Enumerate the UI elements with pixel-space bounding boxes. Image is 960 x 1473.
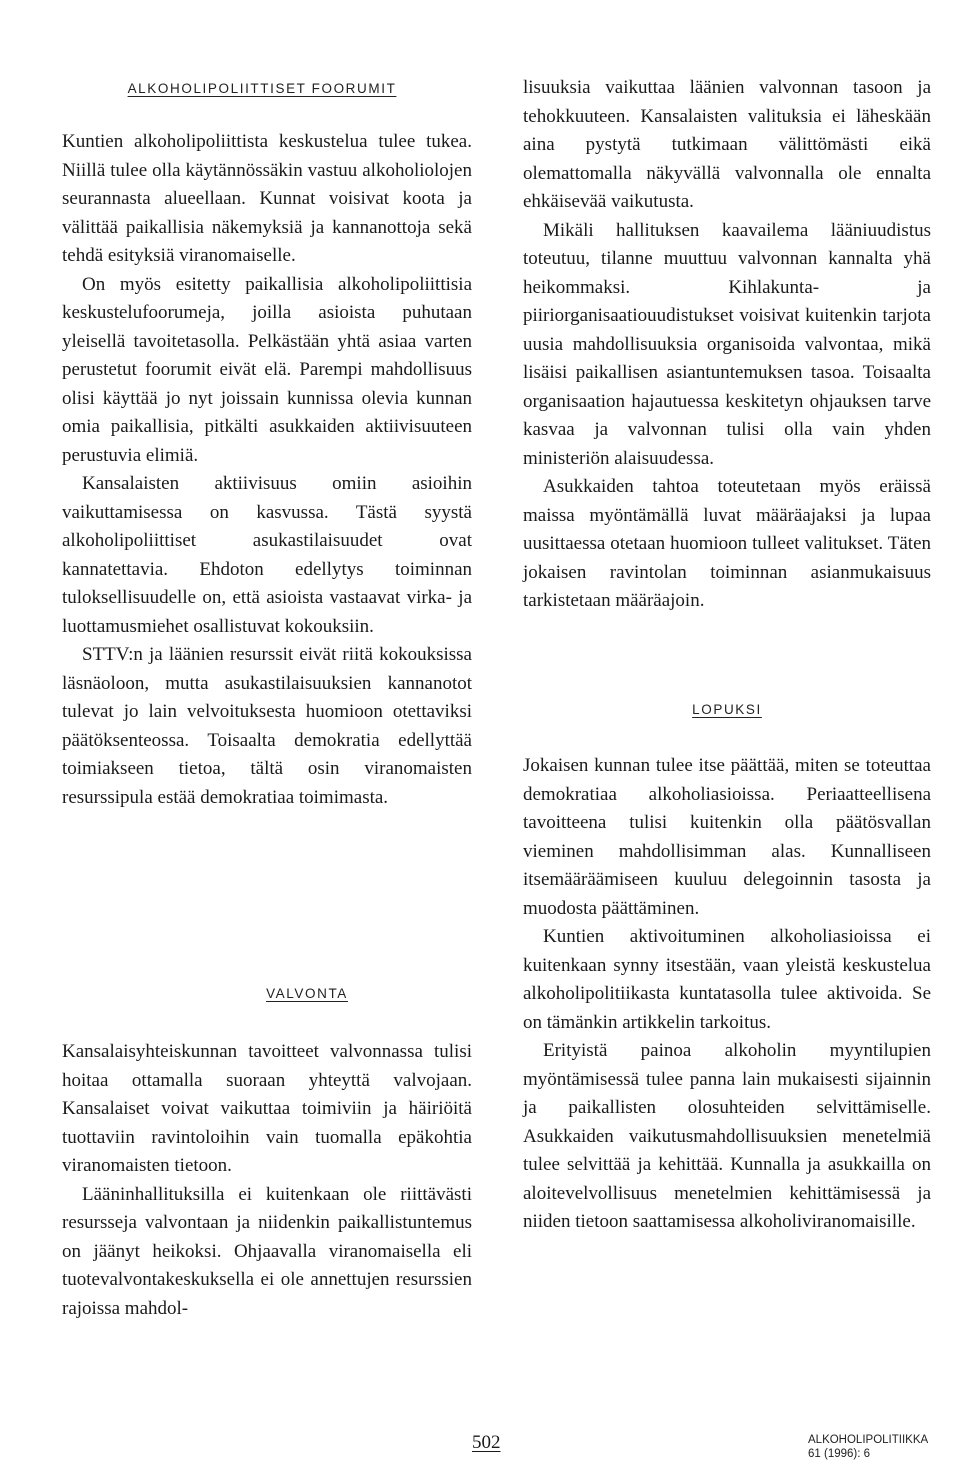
section-heading-foorumit: ALKOHOLIPOLIITTISET FOORUMIT (127, 81, 397, 96)
section-heading-lopuksi: LOPUKSI (692, 702, 762, 717)
paragraph: Kuntien aktivoituminen alkoholiasioissa ei kuitenkaan synny itsestään, vaan yleistä keskustelua alkoholipolitiikasta kuntatasolla tulee aktivoida. Se on tämänkin artikkelin tarkoitus. (523, 926, 931, 1033)
paragraph: Erityistä painoa alkoholin myyntilupien myöntämisessä tulee panna lain mukaisesti sijainnin ja paikallisten olosuhteiden selvittämiselle. Asukkaiden vaikutusmahdollisuuksien menetelmiä tulee selvittää ja kehittää. Kunnalla ja asukkailla on aloitevelvollisuus menetelmien kehittämisessä ja niiden tietoon saattamisessa alkoholiviranomaisille. (523, 1040, 931, 1232)
paragraph: Kansalaisyhteiskunnan tavoitteet valvonnassa tulisi hoitaa ottamalla suoraan yhteyttä valvojaan. Kansalaiset voivat vaikuttaa toimiviin ja häiriöitä tuottaviin ravintoloihin vain tuomalla epäkohtia viranomaisten tietoon. (62, 1041, 472, 1176)
valvonta-body-right (523, 74, 931, 616)
valvonta-body-left (62, 1038, 472, 1323)
paragraph: Kansalaisten aktiivisuus omiin asioihin vaikuttamisessa on kasvussa. Tästä syystä alkoholipoliittiset asukastilaisuudet ovat kannatettavia. Ehdoton edellytys toiminnan tuloksellisuudelle on, että asioista vastaavat virka- ja luottamusmiehet osallistuvat kokouksiin. (62, 473, 472, 637)
journal-name: ALKOHOLIPOLITIIKKA (808, 1434, 929, 1446)
paragraph: Jokaisen kunnan tulee itse päättää, miten se toteuttaa demokratiaa alkoholiasioissa. Periaatteellisena tavoitteena tulisi kuitenkin olla päätösvallan vieminen mahdollisimman alas. Kunnalliseen itsemääräämiseen kuuluu delegoinnin tasosta ja muodosta päättäminen. (523, 755, 931, 919)
journal-citation (808, 1433, 928, 1461)
journal-issue: 61 (1996): 6 (808, 1448, 871, 1460)
foorumit-body (62, 128, 472, 812)
section-heading-valvonta: VALVONTA (266, 986, 348, 1001)
paragraph: Kuntien alkoholipoliittista keskustelua tulee tukea. Niillä tulee olla käytännössäkin vastuu alkoholiolojen seurannasta alueellaan. Kunnat voisivat koota ja välittää paikallisia näkemyksiä ja kannanottoja sekä tehdä esityksiä viranomaiselle. (62, 131, 472, 266)
paragraph: Mikäli hallituksen kaavailema lääniuudistus toteutuu, tilanne muuttuu valvonnan kannalta yhä heikommaksi. Kihlakunta- ja piiriorganisaatiouudistukset voisivat kuitenkin tarjota uusia mahdollisuuksia organisoida valvontaa, mikä lisäisi paikallisen asiantuntemuksen tasoa. Toisaalta organisaation hajautuessa keskitetyn ohjauksen tarve kasvaa ja valvonnan tulisi olla vain yhden ministeriön alaisuudessa. (523, 219, 931, 469)
page-number: 502 (472, 1432, 501, 1453)
paragraph: Asukkaiden tahtoa toteutetaan myös eräissä maissa myöntämällä luvat määräajaksi ja lupaa uusittaessa otetaan huomioon tulleet valitukset. Täten jokaisen ravintolan toiminnan asianmukaisuus tarkistetaan määräajoin. (523, 476, 931, 611)
lopuksi-body (523, 752, 931, 1237)
paragraph: Lääninhallituksilla ei kuitenkaan ole riittävästi resursseja valvontaan ja niidenkin paikallistuntemus on jäänyt heikoksi. Ohjaavalla viranomaisella eli tuotevalvontakeskuksella ei ole annettujen resurssien rajoissa mahdol- (62, 1183, 472, 1319)
paragraph: On myös esitetty paikallisia alkoholipoliittisia keskustelufoorumeja, joilla asioista puhutaan yleisellä tavoitetasolla. Pelkästään yhtä asiaa varten perustetut foorumit eivät elä. Parempi mahdollisuus olisi käyttää jo nyt joissain kunnissa olevia kunnan omia paikallisia, pitkälti asukkaiden aktiivisuuteen perustuvia elimiä. (62, 273, 472, 466)
paragraph: lisuuksia vaikuttaa läänien valvonnan tasoon ja tehokkuuteen. Kansalaisten valituksia ei läheskään aina pystytä tutkimaan välittömästi eikä olemattomalla näkyvällä valvonnalla ole ennalta ehkäisevää vaikutusta. (523, 77, 931, 212)
paragraph: STTV:n ja läänien resurssit eivät riitä kokouksissa läsnäoloon, mutta asukastilaisuuksien kannanotot tulevat jo lain velvoituksesta huomioon otettaviksi päätöksenteossa. Toisaalta demokratia edellyttää toimiakseen tietoa, tältä osin viranomaisten resurssipula estää demokratiaa toimimasta. (62, 644, 472, 808)
